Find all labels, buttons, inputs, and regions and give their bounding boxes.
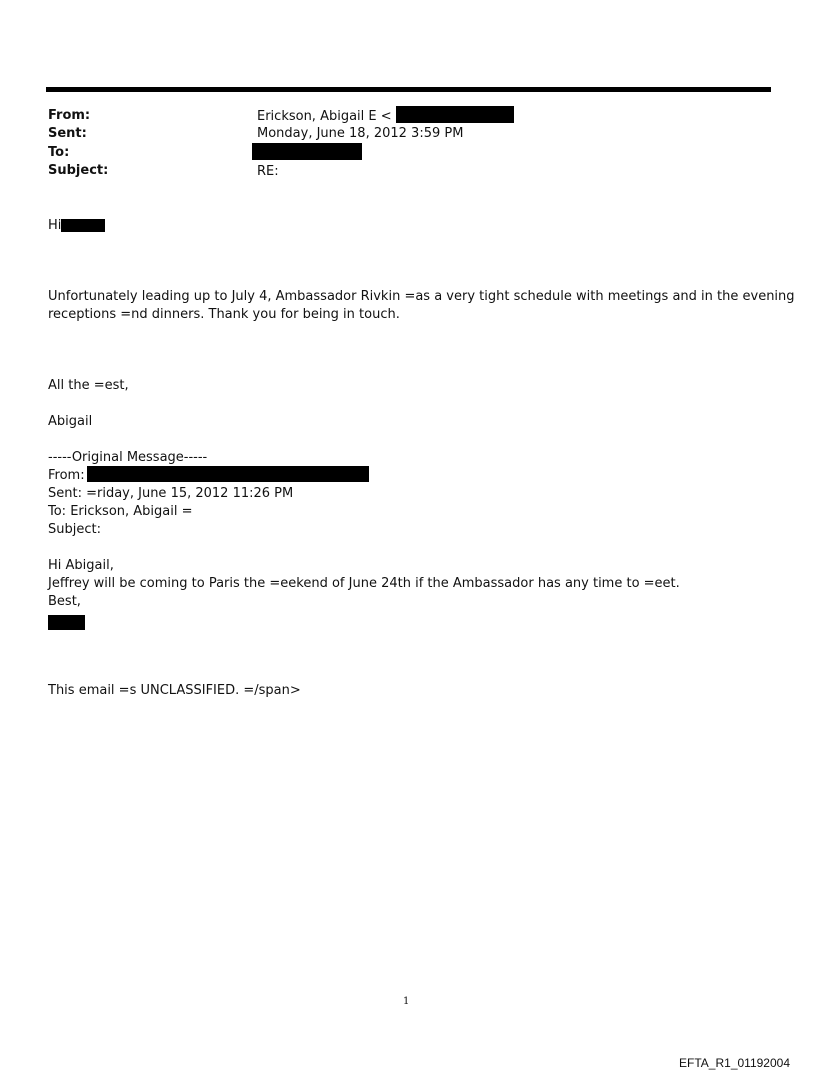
to-label: To: <box>48 145 70 160</box>
redaction-to <box>252 143 362 160</box>
sent-value: Monday, June 18, 2012 3:59 PM <box>257 126 464 141</box>
header-rule <box>46 87 771 92</box>
redaction-from-email <box>396 106 514 123</box>
from-label: From: <box>48 108 91 123</box>
original-message-separator: -----Original Message----- <box>48 450 208 465</box>
original-from: From: <box>48 468 85 483</box>
subject-label: Subject: <box>48 163 109 178</box>
redaction-greeting-name <box>61 219 105 232</box>
original-sent: Sent: =riday, June 15, 2012 11:26 PM <box>48 486 294 501</box>
closing: All the =est, <box>48 378 129 393</box>
body-para-line-2: receptions =nd dinners. Thank you for being in touch. <box>48 307 400 322</box>
page-number: 1 <box>403 996 410 1007</box>
original-signoff: Best, <box>48 594 81 609</box>
original-greeting: Hi Abigail, <box>48 558 114 573</box>
original-to: To: Erickson, Abigail = <box>48 504 193 519</box>
sent-label: Sent: <box>48 126 87 141</box>
document-id: EFTA_R1_01192004 <box>679 1056 790 1070</box>
subject-value: RE: <box>257 164 279 179</box>
signature: Abigail <box>48 414 93 429</box>
classification-notice: This email =s UNCLASSIFIED. =/span> <box>48 683 301 698</box>
redaction-original-from <box>87 466 369 482</box>
greeting: Hi <box>48 218 62 233</box>
original-subject: Subject: <box>48 522 101 537</box>
original-message: Jeffrey will be coming to Paris the =eekend of June 24th if the Ambassador has any time to =eet. <box>48 576 680 591</box>
body-para-line-1: Unfortunately leading up to July 4, Ambassador Rivkin =as a very tight schedule with meetings and in the evening <box>48 289 795 304</box>
from-value: Erickson, Abigail E < <box>257 109 392 124</box>
redaction-signoff-name <box>48 615 85 630</box>
